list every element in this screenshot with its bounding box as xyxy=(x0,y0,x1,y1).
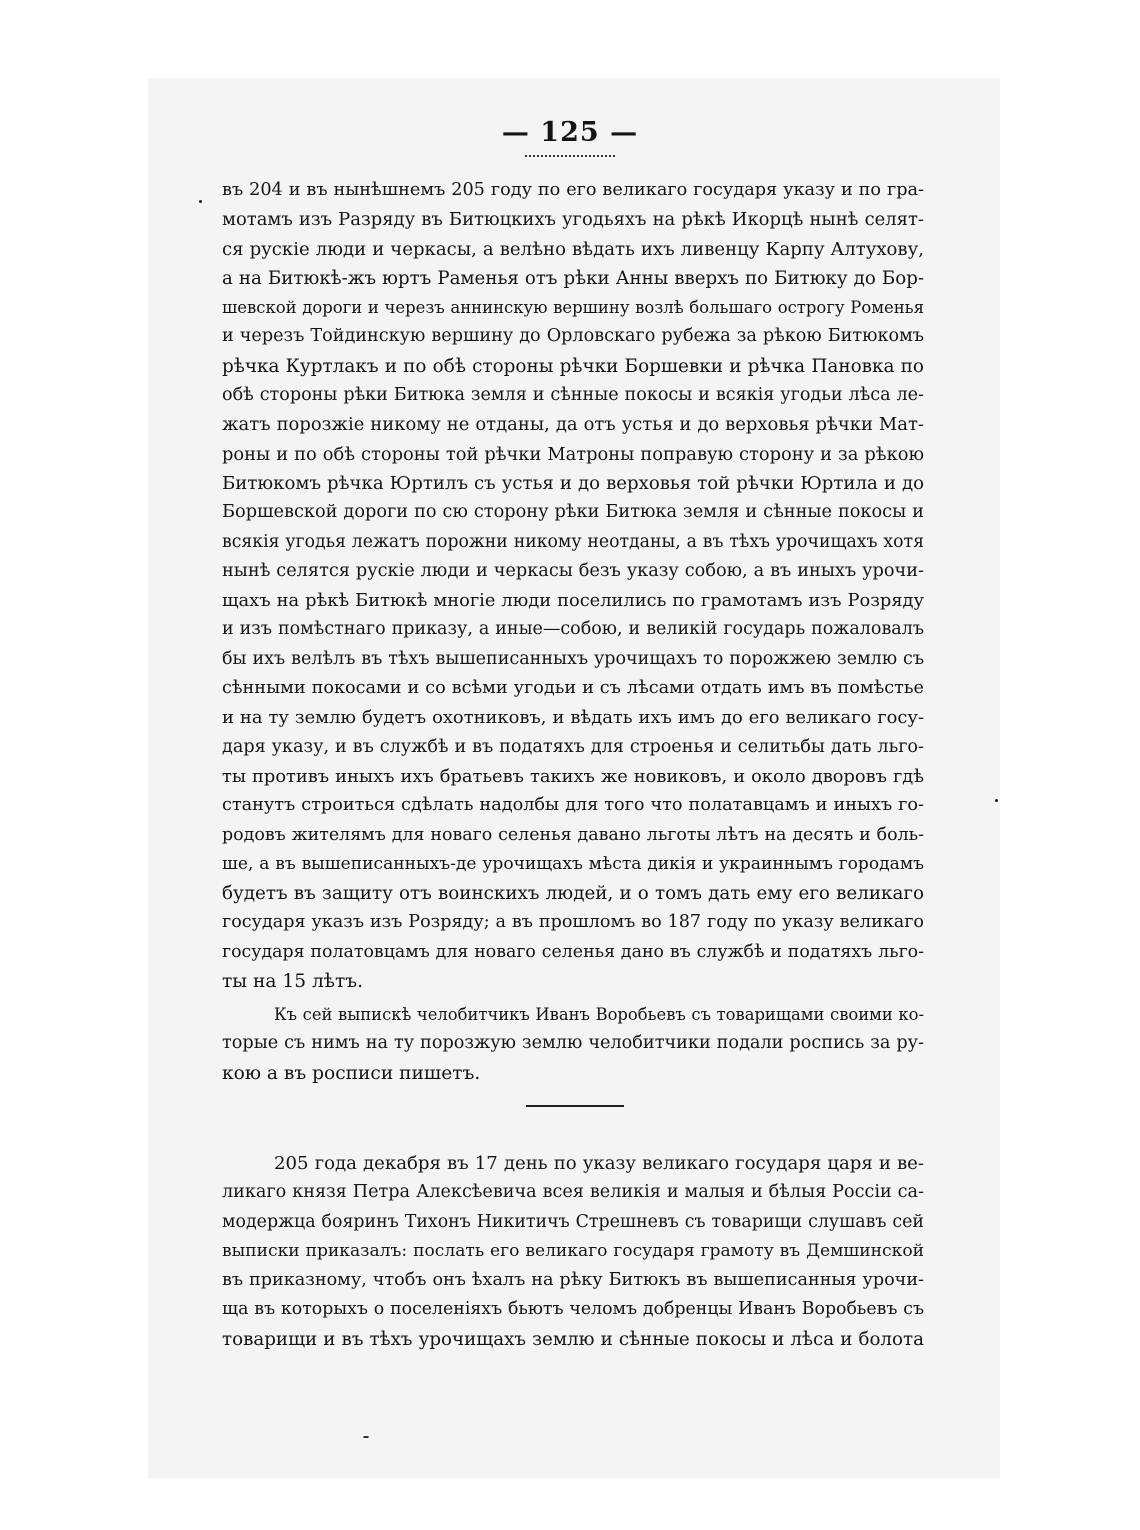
text-line: родовъ жителямъ для новаго селенья давано льготы лѣтъ на десять и боль- xyxy=(222,824,924,845)
text-line: всякія угодья лежатъ порожни никому неотданы, а въ тѣхъ урочищахъ хотя xyxy=(222,531,924,552)
text-line: роны и по обѣ стороны той рѣчки Матроны поправую сторону и за рѣкою xyxy=(222,443,924,465)
text-line: станутъ строиться сдѣлать надолбы для того что полатавцамъ и иныхъ го- xyxy=(222,795,924,816)
page-number: — 125 — xyxy=(501,117,639,148)
scan-speck xyxy=(363,1436,369,1438)
text-line: и черезъ Тойдинскую вершину до Орловскаго рубежа за рѣкою Битюкомъ xyxy=(222,326,924,347)
text-line: а на Битюкѣ-жъ юртъ Раменья отъ рѣки Анны вверхъ по Битюку до Бор- xyxy=(222,267,924,289)
text-line: жатъ порозжіе никому не отданы, да отъ устья и до верховья рѣчки Мат- xyxy=(222,414,924,436)
scan-speck xyxy=(995,799,998,802)
text-line: мотамъ изъ Разряду въ Битюцкихъ угодьяхъ на рѣкѣ Икорцѣ нынѣ селят- xyxy=(222,209,924,231)
text-line: будетъ въ защиту отъ воинскихъ людей, и о томъ дать ему его великаго xyxy=(222,883,924,905)
text-line: ща въ которыхъ о поселеніяхъ бьютъ челомъ добренцы Иванъ Воробьевъ съ xyxy=(222,1299,924,1320)
text-line: шевской дороги и черезъ аннинскую вершину возлѣ большаго острогу Роменья xyxy=(222,298,924,318)
text-line: кою а въ росписи пишетъ. xyxy=(222,1062,481,1084)
paragraph-1 xyxy=(222,176,924,996)
text-line: въ 204 и въ нынѣшнемъ 205 году по его великаго государя указу и по гра- xyxy=(222,180,924,200)
text-line: ты противъ иныхъ ихъ братьевъ такихъ же новиковъ, и около дворовъ гдѣ xyxy=(222,765,924,787)
text-line: даря указу, и въ службѣ и въ податяхъ для строенья и селитьбы дать льго- xyxy=(222,736,924,757)
text-line: въ приказному, чтобъ онъ ѣхалъ на рѣку Битюкъ въ вышеписанныя урочи- xyxy=(222,1270,924,1291)
scan-speck xyxy=(199,200,202,203)
text-line: сѣнными покосами и со всѣми угодьи и съ лѣсами отдать имъ въ помѣстье xyxy=(222,678,924,699)
text-line: торые съ нимъ на ту порозжую землю челобитчики подали роспись за ру- xyxy=(222,1033,924,1054)
text-line: модержца бояринъ Тихонъ Никитичъ Стрешневъ съ товарищи слушавъ сей xyxy=(222,1211,924,1232)
text-line: 205 года декабря въ 17 день по указу великаго государя царя и ве- xyxy=(274,1153,924,1174)
text-line: Битюкомъ рѣчка Юртилъ съ устья и до верховья той рѣчки Юртила и до xyxy=(222,472,924,494)
text-line: рѣчка Куртлакъ и по обѣ стороны рѣчки Боршевки и рѣчка Пановка по xyxy=(222,355,924,377)
text-line: Боршевской дороги по сю сторону рѣки Битюка земля и сѣнные покосы и xyxy=(222,502,924,523)
text-line: ше, а въ вышеписанныхъ-де урочищахъ мѣста дикія и украиннымъ городамъ xyxy=(222,853,924,874)
text-line: бы ихъ велѣлъ въ тѣхъ вышеписанныхъ урочищахъ то порожжею землю съ xyxy=(222,648,924,669)
paragraph-3 xyxy=(222,1149,924,1354)
text-line: нынѣ селятся рускіе люди и черкасы безъ указу собою, а въ иныхъ урочи- xyxy=(222,560,924,581)
text-line: и изъ помѣстнаго приказу, а иные—собою, и великій государь пожаловалъ xyxy=(222,619,924,640)
text-line: ся рускіе люди и черкасы, а велѣно вѣдать ихъ ливенцу Карпу Алтухову, xyxy=(222,238,924,260)
text-line: государя полатовцамъ для новаго селенья дано въ службѣ и податяхъ льго- xyxy=(222,941,924,962)
text-line: Къ сей выпискѣ челобитчикъ Иванъ Воробьевъ съ товарищами своими ко- xyxy=(274,1005,924,1024)
text-line: ликаго князя Петра Алексѣевича всея великія и малыя и бѣлыя Россіи са- xyxy=(222,1182,924,1203)
text-line: щахъ на рѣкѣ Битюкѣ многіе люди поселились по грамотамъ изъ Розряду xyxy=(222,590,924,612)
text-line: обѣ стороны рѣки Битюка земля и сѣнные покосы и всякія угодьи лѣса ле- xyxy=(222,385,924,406)
text-line: товарищи и въ тѣхъ урочищахъ землю и сѣнные покосы и лѣса и болота xyxy=(222,1328,924,1350)
page-number-ornament xyxy=(525,152,615,157)
text-line: выписки приказалъ: послать его великаго государя грамоту въ Демшинской xyxy=(222,1240,924,1261)
text-line: и на ту землю будетъ охотниковъ, и вѣдать ихъ имъ до его великаго госу- xyxy=(222,707,924,729)
paragraph-2 xyxy=(222,1000,924,1088)
text-line: государя указъ изъ Розряду; а въ прошломъ во 187 году по указу великаго xyxy=(222,912,924,933)
section-separator xyxy=(526,1105,624,1107)
text-line: ты на 15 лѣтъ. xyxy=(222,971,364,993)
